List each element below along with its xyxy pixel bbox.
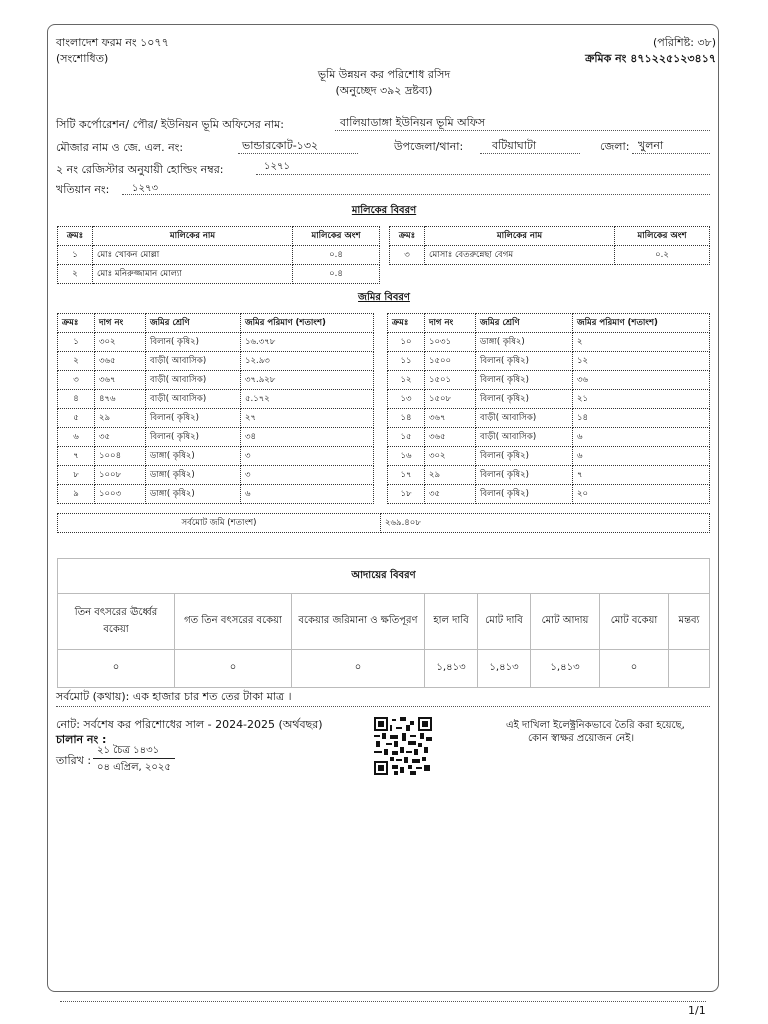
land-total-label: সর্বমোট জমি (শতাংশ) xyxy=(58,514,381,533)
table-row: ৫ ২৯ বিলান( কৃষি২) ২৭ xyxy=(58,409,374,428)
land-total-value: ২৬৯.৪০৮ xyxy=(381,514,710,533)
payment-title: আদায়ের বিবরণ xyxy=(58,559,710,594)
form-number: বাংলাদেশ ফরম নং ১০৭৭ xyxy=(56,36,169,49)
office-value: বালিয়াডাঙ্গা ইউনিয়ন ভূমি অফিস xyxy=(340,116,486,129)
electronic-note-line1: এই দাখিলা ইলেক্ট্রনিকভাবে তৈরি করা হয়েছে, xyxy=(506,720,685,731)
table-row: ১২ ১৫০১ বিলান( কৃষি২) ৩৬ xyxy=(388,371,710,390)
table-row: ১০ ১০৩১ ডাঙ্গা( কৃষি২) ২ xyxy=(388,333,710,352)
table-row: ২ মোঃ মনিরুজ্জামান মোল্যা ০.৪ xyxy=(58,265,380,284)
payment-table: আদায়ের বিবরণ তিন বৎসরের ঊর্ধ্বের বকেয়া গত তিন বৎসরের বকেয়া বকেয়ার জরিমানা ও ক্ষতিপূরণ হাল দাবি মোট দাবি মোট আদায় মোট বকেয়া মন্তব্য ০ ০ ০ ১,৪১৩ ১,৪১৩ ১,৪১৩ ০ xyxy=(57,558,710,688)
revised-label: (সংশোধিত) xyxy=(56,52,109,65)
table-row: ১৬ ৩০২ বিলান( কৃষি২) ৬ xyxy=(388,447,710,466)
owners-table-right: ক্রমঃ মালিকের নাম মালিকের অংশ ৩ মোসাঃ বেতরুন্নেছা বেগম ০.২ xyxy=(389,226,710,265)
land-table-left: ক্রমঃ দাগ নং জমির শ্রেণি জমির পরিমাণ (শতাংশ) ১ ৩০২ বিলান( কৃষি২) ১৬.৩৭৮ ২ ৩৬৫ বাড়ী( আবাসিক) ১২.৯৩ ৩ ৩৬৭ বাড়ী( আবাসিক) ৩৭.৯২৮ ৪ ৪৭৬ বাড়ী( আবাসিক) ৫.১৭২ ৫ ২৯ বিলান( কৃষি২) ২৭ ৬ ৩৫ বিলান( কৃষি২) ৩৪ ৭ ১০০৪ ডাঙ্গা( কৃষি২) ৩ ৮ ১০০৮ ডাঙ্গা( কৃষি২) ৩ ৯ ১০০৩ ডাঙ্গা( কৃষি২) ৬ xyxy=(57,313,374,504)
office-label: সিটি কর্পোরেশন/ পৌর/ ইউনিয়ন ভূমি অফিসের নাম: xyxy=(56,118,284,131)
holding-value: ১২৭১ xyxy=(264,161,290,172)
land-title: জমির বিবরণ xyxy=(358,292,410,303)
date-bengali: ২১ চৈত্র ১৪৩১ xyxy=(97,745,160,756)
holding-label: ২ নং রেজিস্টার অনুযায়ী হোল্ডিং নম্বর: xyxy=(56,163,224,176)
date-english: ০৪ এপ্রিল, ২০২৫ xyxy=(97,762,171,773)
table-row: ৪ ৪৭৬ বাড়ী( আবাসিক) ৫.১৭২ xyxy=(58,390,374,409)
date-label: তারিখ : xyxy=(56,754,92,767)
mouza-label: মৌজার নাম ও জে. এল. নং: xyxy=(56,141,184,154)
electronic-note-line2: কোন স্বাক্ষর প্রয়োজন নেই। xyxy=(528,733,635,744)
table-row: ১৫ ৩৬৫ বাড়ী( আবাসিক) ৬ xyxy=(388,428,710,447)
date-divider xyxy=(93,758,175,759)
land-total-row xyxy=(57,513,710,533)
upazila-label: উপজেলা/থানা: xyxy=(394,140,464,153)
table-row: ২ ৩৬৫ বাড়ী( আবাসিক) ১২.৯৩ xyxy=(58,352,374,371)
upazila-value: বটিয়াঘাটা xyxy=(492,139,537,152)
table-row: ৭ ১০০৪ ডাঙ্গা( কৃষি২) ৩ xyxy=(58,447,374,466)
district-value: খুলনা xyxy=(638,139,664,152)
land-table-right: ক্রমঃ দাগ নং জমির শ্রেণি জমির পরিমাণ (শতাংশ) ১০ ১০৩১ ডাঙ্গা( কৃষি২) ২ ১১ ১৫০০ বিলান( কৃষি২) ১২ ১২ ১৫০১ বিলান( কৃষি২) ৩৬ ১৩ ১৫০৮ বিলান( কৃষি২) ২১ ১৪ ৩৬৭ বাড়ী( আবাসিক) ১৪ ১৫ ৩৬৫ বাড়ী( আবাসিক) ৬ ১৬ ৩০২ বিলান( কৃষি২) ৬ ১৭ ২৯ বিলান( কৃষি২) ৭ ১৮ ৩৫ বিলান( কৃষি২) ২০ xyxy=(387,313,710,504)
khatian-value: ১২৭৩ xyxy=(132,183,158,194)
khatian-label: খতিয়ান নং: xyxy=(56,183,110,196)
receipt-subtitle: (অনুচ্ছেদ ৩৯২ দ্রষ্টব্য) xyxy=(335,84,433,97)
appendix-label: (পরিশিষ্ট: ৩৮) xyxy=(653,36,716,49)
owners-table-left: ক্রমঃ মালিকের নাম মালিকের অংশ ১ মোঃ খোকন মোল্লা ০.৪ ২ মোঃ মনিরুজ্জামান মোল্যা ০.৪ xyxy=(57,226,380,284)
page-number: 1/1 xyxy=(688,1004,706,1017)
table-row: ৩ ৩৬৭ বাড়ী( আবাসিক) ৩৭.৯২৮ xyxy=(58,371,374,390)
table-row: ৩ মোসাঃ বেতরুন্নেছা বেগম ০.২ xyxy=(390,246,710,265)
qr-code-icon xyxy=(374,716,432,776)
mouza-value: ভান্ডারকোট-১৩২ xyxy=(242,139,319,152)
table-row: ৮ ১০০৮ ডাঙ্গা( কৃষি২) ৩ xyxy=(58,466,374,485)
table-row: ৯ ১০০৩ ডাঙ্গা( কৃষি২) ৬ xyxy=(58,485,374,504)
table-row: ৬ ৩৫ বিলান( কৃষি২) ৩৪ xyxy=(58,428,374,447)
table-row: ০ ০ ০ ১,৪১৩ ১,৪১৩ ১,৪১৩ ০ xyxy=(58,650,710,688)
total-in-words: সর্বমোট (কথায়): এক হাজার চার শত তের টাকা মাত্র । xyxy=(56,690,292,703)
footer-note: নোট: সর্বশেষ কর পরিশোধের সাল - 2024-2025 (অর্থবছর) xyxy=(56,718,323,731)
table-row: ১ ৩০২ বিলান( কৃষি২) ১৬.৩৭৮ xyxy=(58,333,374,352)
district-label: জেলা: xyxy=(600,140,630,153)
table-row: ১৪ ৩৬৭ বাড়ী( আবাসিক) ১৪ xyxy=(388,409,710,428)
table-row: ১ মোঃ খোকন মোল্লা ০.৪ xyxy=(58,246,380,265)
table-row: ১১ ১৫০০ বিলান( কৃষি২) ১২ xyxy=(388,352,710,371)
table-row: ১৮ ৩৫ বিলান( কৃষি২) ২০ xyxy=(388,485,710,504)
table-row: ১৭ ২৯ বিলান( কৃষি২) ৭ xyxy=(388,466,710,485)
serial-number: ক্রমিক নং ৪৭১২২৫১২৩৪১৭ xyxy=(585,52,716,65)
challan-label: চালান নং : xyxy=(56,733,107,746)
owners-title: মালিকের বিবরণ xyxy=(351,205,417,216)
table-row: ১৩ ১৫০৮ বিলান( কৃষি২) ২১ xyxy=(388,390,710,409)
receipt-title: ভূমি উন্নয়ন কর পরিশোধ রসিদ xyxy=(317,68,451,81)
